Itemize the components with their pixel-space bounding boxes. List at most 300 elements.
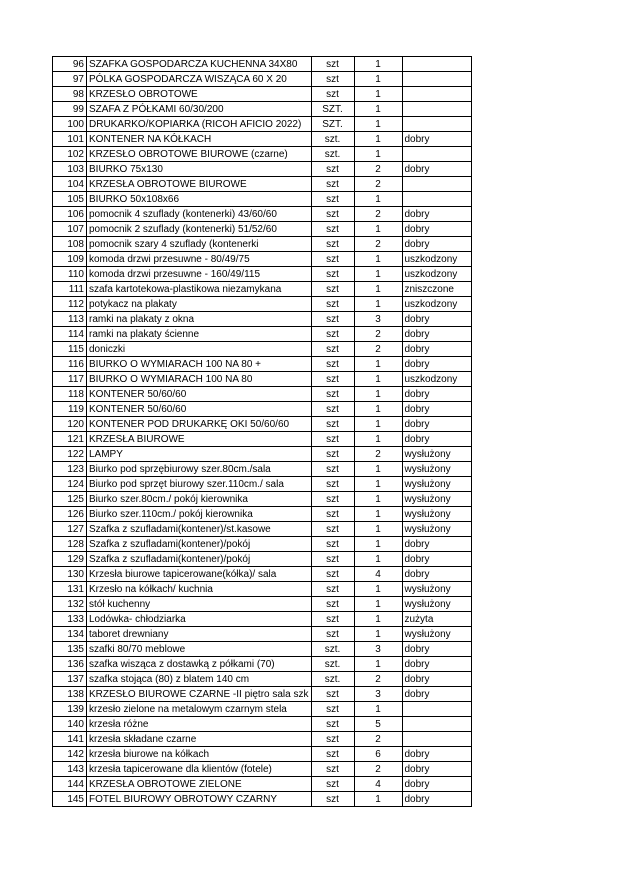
item-condition-cell — [402, 717, 471, 732]
item-number-cell: 113 — [53, 312, 87, 327]
item-number-cell: 130 — [53, 567, 87, 582]
item-number-cell: 111 — [53, 282, 87, 297]
item-condition-cell — [402, 147, 471, 162]
item-unit-cell: szt — [311, 192, 354, 207]
item-unit-cell: szt. — [311, 642, 354, 657]
item-name-cell: stół kuchenny — [87, 597, 312, 612]
item-unit-cell: szt — [311, 297, 354, 312]
item-number-cell: 140 — [53, 717, 87, 732]
item-quantity-cell: 5 — [354, 717, 402, 732]
item-quantity-cell: 1 — [354, 252, 402, 267]
table-row — [53, 747, 472, 762]
item-quantity-cell: 1 — [354, 387, 402, 402]
item-number-cell: 116 — [53, 357, 87, 372]
item-quantity-cell: 1 — [354, 102, 402, 117]
inventory-sheet — [52, 56, 472, 807]
item-number-cell: 99 — [53, 102, 87, 117]
item-name-cell: szafka wisząca z dostawką z półkami (70) — [87, 657, 312, 672]
item-unit-cell: szt — [311, 477, 354, 492]
item-quantity-cell: 1 — [354, 522, 402, 537]
item-number-cell: 101 — [53, 132, 87, 147]
item-name-cell: BIURKO 75x130 — [87, 162, 312, 177]
item-condition-cell: wysłużony — [402, 492, 471, 507]
item-number-cell: 96 — [53, 57, 87, 72]
item-number-cell: 137 — [53, 672, 87, 687]
item-quantity-cell: 1 — [354, 72, 402, 87]
item-quantity-cell: 1 — [354, 57, 402, 72]
table-row — [53, 357, 472, 372]
item-unit-cell: szt — [311, 57, 354, 72]
item-condition-cell: uszkodzony — [402, 267, 471, 282]
item-unit-cell: szt — [311, 357, 354, 372]
item-name-cell: DRUKARKO/KOPIARKA (RICOH AFICIO 2022) — [87, 117, 312, 132]
table-row — [53, 792, 472, 807]
item-quantity-cell: 1 — [354, 402, 402, 417]
table-row — [53, 162, 472, 177]
item-condition-cell: dobry — [402, 762, 471, 777]
item-number-cell: 115 — [53, 342, 87, 357]
item-unit-cell: szt — [311, 222, 354, 237]
item-unit-cell: szt — [311, 747, 354, 762]
item-number-cell: 144 — [53, 777, 87, 792]
item-condition-cell: dobry — [402, 162, 471, 177]
item-quantity-cell: 1 — [354, 627, 402, 642]
item-name-cell: KONTENER 50/60/60 — [87, 387, 312, 402]
item-quantity-cell: 2 — [354, 327, 402, 342]
item-quantity-cell: 1 — [354, 432, 402, 447]
inventory-table-body — [53, 57, 472, 807]
item-number-cell: 107 — [53, 222, 87, 237]
item-number-cell: 106 — [53, 207, 87, 222]
item-quantity-cell: 1 — [354, 297, 402, 312]
item-number-cell: 97 — [53, 72, 87, 87]
item-condition-cell: dobry — [402, 357, 471, 372]
item-unit-cell: szt — [311, 207, 354, 222]
item-quantity-cell: 2 — [354, 447, 402, 462]
item-name-cell: BIURKO O WYMIARACH 100 NA 80 + — [87, 357, 312, 372]
item-condition-cell: dobry — [402, 312, 471, 327]
item-condition-cell: dobry — [402, 672, 471, 687]
table-row — [53, 222, 472, 237]
item-name-cell: SZAFKA GOSPODARCZA KUCHENNA 34X80 — [87, 57, 312, 72]
item-number-cell: 118 — [53, 387, 87, 402]
item-quantity-cell: 1 — [354, 372, 402, 387]
item-unit-cell: szt — [311, 237, 354, 252]
item-name-cell: Biurko pod sprzębiurowy szer.80cm./sala — [87, 462, 312, 477]
item-condition-cell: uszkodzony — [402, 372, 471, 387]
item-name-cell: KONTENER NA KÓŁKACH — [87, 132, 312, 147]
item-name-cell: KONTENER POD DRUKARKĘ OKI 50/60/60 — [87, 417, 312, 432]
item-unit-cell: szt — [311, 387, 354, 402]
table-row — [53, 627, 472, 642]
table-row — [53, 462, 472, 477]
item-condition-cell: dobry — [402, 387, 471, 402]
item-name-cell: KRZESŁO BIUROWE CZARNE -II piętro sala szk — [87, 687, 312, 702]
item-quantity-cell: 2 — [354, 162, 402, 177]
item-unit-cell: szt — [311, 762, 354, 777]
item-unit-cell: szt — [311, 447, 354, 462]
item-name-cell: Lodówka- chłodziarka — [87, 612, 312, 627]
item-condition-cell: uszkodzony — [402, 252, 471, 267]
item-quantity-cell: 1 — [354, 537, 402, 552]
item-condition-cell: dobry — [402, 792, 471, 807]
item-number-cell: 129 — [53, 552, 87, 567]
item-condition-cell: dobry — [402, 552, 471, 567]
item-quantity-cell: 1 — [354, 267, 402, 282]
item-condition-cell: dobry — [402, 687, 471, 702]
item-name-cell: szafki 80/70 meblowe — [87, 642, 312, 657]
item-unit-cell: szt — [311, 792, 354, 807]
item-name-cell: Krzesło na kółkach/ kuchnia — [87, 582, 312, 597]
item-unit-cell: SZT. — [311, 102, 354, 117]
item-name-cell: ramki na plakaty z okna — [87, 312, 312, 327]
item-number-cell: 141 — [53, 732, 87, 747]
item-condition-cell: wysłużony — [402, 597, 471, 612]
item-condition-cell — [402, 192, 471, 207]
table-row — [53, 117, 472, 132]
item-number-cell: 139 — [53, 702, 87, 717]
item-condition-cell: dobry — [402, 432, 471, 447]
item-number-cell: 122 — [53, 447, 87, 462]
item-number-cell: 136 — [53, 657, 87, 672]
item-condition-cell: dobry — [402, 642, 471, 657]
item-number-cell: 127 — [53, 522, 87, 537]
table-row — [53, 762, 472, 777]
item-condition-cell: wysłużony — [402, 627, 471, 642]
table-row — [53, 657, 472, 672]
item-name-cell: LAMPY — [87, 447, 312, 462]
item-unit-cell: szt — [311, 282, 354, 297]
item-condition-cell — [402, 177, 471, 192]
item-unit-cell: szt — [311, 777, 354, 792]
table-row — [53, 252, 472, 267]
item-name-cell: Biurko pod sprzęt biurowy szer.110cm./ sala — [87, 477, 312, 492]
table-row — [53, 207, 472, 222]
item-condition-cell: dobry — [402, 657, 471, 672]
item-number-cell: 98 — [53, 87, 87, 102]
item-name-cell: PÓLKA GOSPODARCZA WISZĄCA 60 X 20 — [87, 72, 312, 87]
item-condition-cell: dobry — [402, 417, 471, 432]
table-row — [53, 447, 472, 462]
item-name-cell: Szafka z szufladami(kontener)/pokój — [87, 537, 312, 552]
item-name-cell: krzesła składane czarne — [87, 732, 312, 747]
item-unit-cell: szt — [311, 522, 354, 537]
table-row — [53, 432, 472, 447]
item-name-cell: KRZESŁA BIUROWE — [87, 432, 312, 447]
item-number-cell: 125 — [53, 492, 87, 507]
item-condition-cell: dobry — [402, 237, 471, 252]
item-quantity-cell: 3 — [354, 642, 402, 657]
item-number-cell: 133 — [53, 612, 87, 627]
item-quantity-cell: 1 — [354, 612, 402, 627]
item-condition-cell: dobry — [402, 747, 471, 762]
item-quantity-cell: 1 — [354, 87, 402, 102]
item-unit-cell: szt. — [311, 672, 354, 687]
table-row — [53, 597, 472, 612]
item-quantity-cell: 1 — [354, 582, 402, 597]
item-number-cell: 100 — [53, 117, 87, 132]
item-condition-cell — [402, 57, 471, 72]
item-number-cell: 121 — [53, 432, 87, 447]
item-unit-cell: szt — [311, 177, 354, 192]
item-number-cell: 135 — [53, 642, 87, 657]
item-number-cell: 126 — [53, 507, 87, 522]
item-unit-cell: szt — [311, 612, 354, 627]
item-name-cell: Szafka z szufladami(kontener)/st.kasowe — [87, 522, 312, 537]
item-name-cell: doniczki — [87, 342, 312, 357]
table-row — [53, 372, 472, 387]
item-quantity-cell: 1 — [354, 282, 402, 297]
item-name-cell: komoda drzwi przesuwne - 80/49/75 — [87, 252, 312, 267]
table-row — [53, 297, 472, 312]
item-quantity-cell: 1 — [354, 507, 402, 522]
item-condition-cell: dobry — [402, 567, 471, 582]
item-condition-cell — [402, 87, 471, 102]
item-quantity-cell: 2 — [354, 342, 402, 357]
item-name-cell: KRZESŁO OBROTOWE BIUROWE (czarne) — [87, 147, 312, 162]
item-name-cell: KONTENER 50/60/60 — [87, 402, 312, 417]
table-row — [53, 552, 472, 567]
item-name-cell: ramki na plakaty ścienne — [87, 327, 312, 342]
item-name-cell: krzesło zielone na metalowym czarnym stela — [87, 702, 312, 717]
item-quantity-cell: 1 — [354, 357, 402, 372]
item-number-cell: 117 — [53, 372, 87, 387]
item-unit-cell: szt — [311, 342, 354, 357]
item-quantity-cell: 1 — [354, 147, 402, 162]
table-row — [53, 537, 472, 552]
item-unit-cell: szt — [311, 252, 354, 267]
item-number-cell: 134 — [53, 627, 87, 642]
item-name-cell: KRZESŁA OBROTOWE BIUROWE — [87, 177, 312, 192]
item-unit-cell: szt — [311, 87, 354, 102]
item-unit-cell: szt — [311, 417, 354, 432]
item-condition-cell — [402, 732, 471, 747]
table-row — [53, 732, 472, 747]
item-quantity-cell: 1 — [354, 417, 402, 432]
item-quantity-cell: 1 — [354, 117, 402, 132]
item-name-cell: pomocnik 2 szuflady (kontenerki) 51/52/60 — [87, 222, 312, 237]
item-number-cell: 114 — [53, 327, 87, 342]
table-row — [53, 507, 472, 522]
item-quantity-cell: 1 — [354, 132, 402, 147]
item-unit-cell: szt — [311, 267, 354, 282]
item-name-cell: Szafka z szufladami(kontener)/pokój — [87, 552, 312, 567]
item-unit-cell: szt — [311, 627, 354, 642]
item-name-cell: taboret drewniany — [87, 627, 312, 642]
item-name-cell: potykacz na plakaty — [87, 297, 312, 312]
table-row — [53, 522, 472, 537]
item-quantity-cell: 1 — [354, 792, 402, 807]
item-quantity-cell: 2 — [354, 207, 402, 222]
item-quantity-cell: 2 — [354, 177, 402, 192]
item-quantity-cell: 6 — [354, 747, 402, 762]
table-row — [53, 312, 472, 327]
item-condition-cell: wysłużony — [402, 447, 471, 462]
item-condition-cell: dobry — [402, 537, 471, 552]
table-row — [53, 327, 472, 342]
item-name-cell: komoda drzwi przesuwne - 160/49/115 — [87, 267, 312, 282]
table-row — [53, 687, 472, 702]
item-unit-cell: szt — [311, 507, 354, 522]
item-quantity-cell: 1 — [354, 192, 402, 207]
item-quantity-cell: 1 — [354, 492, 402, 507]
item-condition-cell: wysłużony — [402, 582, 471, 597]
item-number-cell: 138 — [53, 687, 87, 702]
item-number-cell: 104 — [53, 177, 87, 192]
item-number-cell: 132 — [53, 597, 87, 612]
table-row — [53, 582, 472, 597]
item-number-cell: 120 — [53, 417, 87, 432]
item-condition-cell — [402, 702, 471, 717]
item-name-cell: KRZESŁO OBROTOWE — [87, 87, 312, 102]
item-unit-cell: szt — [311, 462, 354, 477]
item-unit-cell: szt — [311, 732, 354, 747]
item-unit-cell: SZT. — [311, 117, 354, 132]
item-number-cell: 103 — [53, 162, 87, 177]
item-condition-cell: wysłużony — [402, 507, 471, 522]
item-condition-cell: dobry — [402, 222, 471, 237]
item-unit-cell: szt. — [311, 147, 354, 162]
item-name-cell: szafa kartotekowa-plastikowa niezamykana — [87, 282, 312, 297]
table-row — [53, 477, 472, 492]
item-quantity-cell: 4 — [354, 777, 402, 792]
item-unit-cell: szt — [311, 597, 354, 612]
item-unit-cell: szt — [311, 72, 354, 87]
item-number-cell: 124 — [53, 477, 87, 492]
item-quantity-cell: 1 — [354, 657, 402, 672]
item-number-cell: 119 — [53, 402, 87, 417]
table-row — [53, 642, 472, 657]
item-quantity-cell: 3 — [354, 312, 402, 327]
item-unit-cell: szt — [311, 552, 354, 567]
item-quantity-cell: 1 — [354, 702, 402, 717]
item-name-cell: Biurko szer.80cm./ pokój kierownika — [87, 492, 312, 507]
item-condition-cell: dobry — [402, 342, 471, 357]
table-row — [53, 57, 472, 72]
item-quantity-cell: 4 — [354, 567, 402, 582]
item-unit-cell: szt. — [311, 132, 354, 147]
item-unit-cell: szt — [311, 687, 354, 702]
item-condition-cell: dobry — [402, 207, 471, 222]
item-name-cell: Krzesła biurowe tapicerowane(kółka)/ sala — [87, 567, 312, 582]
item-condition-cell: dobry — [402, 402, 471, 417]
table-row — [53, 777, 472, 792]
item-quantity-cell: 2 — [354, 762, 402, 777]
item-number-cell: 108 — [53, 237, 87, 252]
item-quantity-cell: 2 — [354, 672, 402, 687]
item-unit-cell: szt — [311, 432, 354, 447]
table-row — [53, 717, 472, 732]
item-number-cell: 110 — [53, 267, 87, 282]
table-row — [53, 267, 472, 282]
table-row — [53, 192, 472, 207]
item-unit-cell: szt — [311, 567, 354, 582]
table-row — [53, 567, 472, 582]
item-condition-cell — [402, 102, 471, 117]
item-condition-cell — [402, 117, 471, 132]
item-quantity-cell: 1 — [354, 477, 402, 492]
item-name-cell: krzesła biurowe na kółkach — [87, 747, 312, 762]
item-unit-cell: szt — [311, 372, 354, 387]
item-quantity-cell: 1 — [354, 222, 402, 237]
table-row — [53, 72, 472, 87]
table-row — [53, 492, 472, 507]
item-condition-cell: uszkodzony — [402, 297, 471, 312]
item-name-cell: BIURKO O WYMIARACH 100 NA 80 — [87, 372, 312, 387]
item-quantity-cell: 2 — [354, 732, 402, 747]
item-unit-cell: szt — [311, 327, 354, 342]
item-name-cell: BIURKO 50x108x66 — [87, 192, 312, 207]
item-condition-cell: zużyta — [402, 612, 471, 627]
item-condition-cell: dobry — [402, 327, 471, 342]
item-unit-cell: szt — [311, 537, 354, 552]
item-name-cell: pomocnik 4 szuflady (kontenerki) 43/60/60 — [87, 207, 312, 222]
item-name-cell: szafka stojąca (80) z blatem 140 cm — [87, 672, 312, 687]
item-name-cell: krzesła różne — [87, 717, 312, 732]
table-row — [53, 612, 472, 627]
item-name-cell: pomocnik szary 4 szuflady (kontenerki — [87, 237, 312, 252]
item-unit-cell: szt — [311, 702, 354, 717]
item-unit-cell: szt — [311, 717, 354, 732]
item-condition-cell: zniszczone — [402, 282, 471, 297]
item-unit-cell: szt — [311, 402, 354, 417]
item-condition-cell: dobry — [402, 132, 471, 147]
table-row — [53, 702, 472, 717]
item-condition-cell: wysłużony — [402, 462, 471, 477]
item-quantity-cell: 3 — [354, 687, 402, 702]
table-row — [53, 672, 472, 687]
item-name-cell: FOTEL BIUROWY OBROTOWY CZARNY — [87, 792, 312, 807]
item-quantity-cell: 2 — [354, 237, 402, 252]
item-unit-cell: szt — [311, 162, 354, 177]
item-unit-cell: szt — [311, 312, 354, 327]
table-row — [53, 387, 472, 402]
inventory-table — [52, 56, 472, 807]
item-condition-cell: wysłużony — [402, 477, 471, 492]
table-row — [53, 282, 472, 297]
item-number-cell: 128 — [53, 537, 87, 552]
item-quantity-cell: 1 — [354, 552, 402, 567]
item-number-cell: 123 — [53, 462, 87, 477]
table-row — [53, 177, 472, 192]
item-quantity-cell: 1 — [354, 462, 402, 477]
table-row — [53, 87, 472, 102]
item-number-cell: 112 — [53, 297, 87, 312]
item-name-cell: SZAFA Z PÓŁKAMI 60/30/200 — [87, 102, 312, 117]
item-number-cell: 145 — [53, 792, 87, 807]
item-unit-cell: szt — [311, 582, 354, 597]
item-condition-cell — [402, 72, 471, 87]
table-row — [53, 132, 472, 147]
item-number-cell: 102 — [53, 147, 87, 162]
table-row — [53, 102, 472, 117]
item-unit-cell: szt. — [311, 657, 354, 672]
item-name-cell: krzesła tapicerowane dla klientów (fotele) — [87, 762, 312, 777]
item-number-cell: 109 — [53, 252, 87, 267]
item-quantity-cell: 1 — [354, 597, 402, 612]
table-row — [53, 417, 472, 432]
item-number-cell: 142 — [53, 747, 87, 762]
item-number-cell: 143 — [53, 762, 87, 777]
table-row — [53, 147, 472, 162]
item-number-cell: 105 — [53, 192, 87, 207]
item-unit-cell: szt — [311, 492, 354, 507]
table-row — [53, 342, 472, 357]
item-number-cell: 131 — [53, 582, 87, 597]
table-row — [53, 402, 472, 417]
item-condition-cell: wysłużony — [402, 522, 471, 537]
item-name-cell: KRZESŁA OBROTOWE ZIELONE — [87, 777, 312, 792]
